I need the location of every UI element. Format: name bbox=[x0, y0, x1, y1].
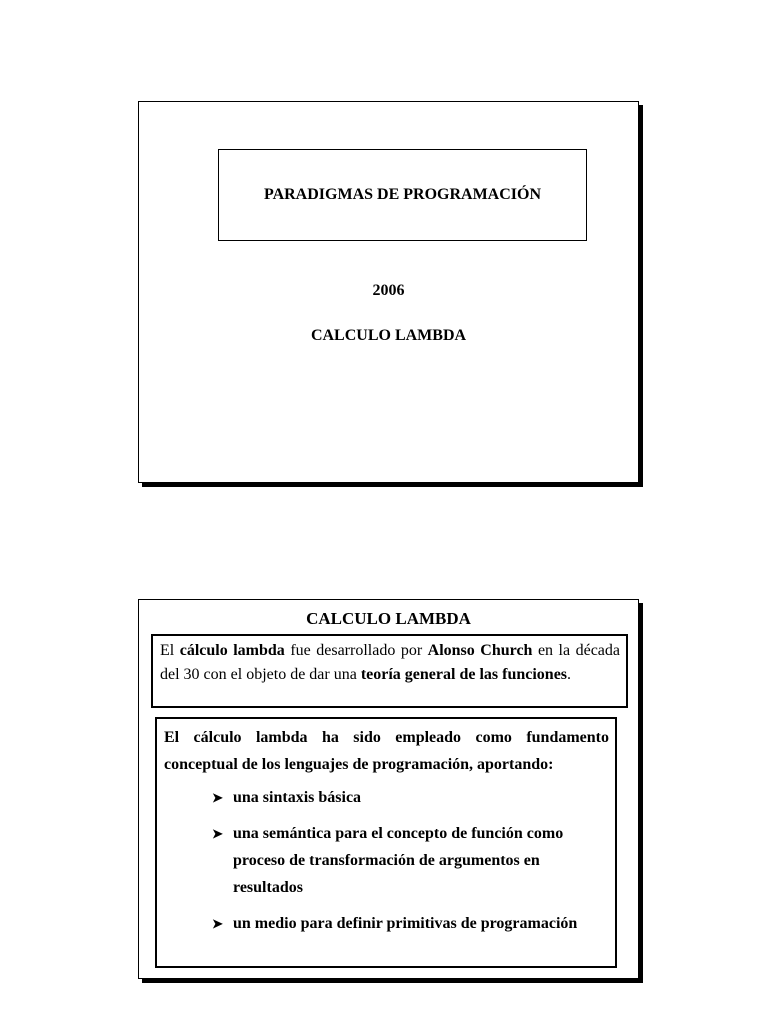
arrow-bullet-icon: ➤ bbox=[212, 916, 223, 931]
contributions-box bbox=[155, 717, 617, 968]
content-slide bbox=[138, 599, 639, 979]
slide-heading: CALCULO LAMBDA bbox=[306, 609, 471, 628]
topic-subtitle: CALCULO LAMBDA bbox=[310, 327, 467, 344]
list-item bbox=[212, 820, 609, 901]
arrow-bullet-icon: ➤ bbox=[212, 826, 223, 841]
list-item bbox=[212, 910, 609, 937]
contributions-list bbox=[164, 784, 609, 937]
definition-box bbox=[151, 634, 628, 708]
definition-term-lambda: cálculo lambda bbox=[179, 642, 285, 659]
definition-text-3: en la década del 30 con el objeto de dar una bbox=[160, 642, 621, 683]
title-slide bbox=[138, 101, 639, 483]
course-title: PARADIGMAS DE PROGRAMACIÓN bbox=[263, 186, 542, 203]
definition-theory: teoría general de las funciones bbox=[360, 666, 568, 683]
list-item bbox=[212, 784, 609, 811]
definition-text-1: El bbox=[160, 642, 180, 659]
arrow-bullet-icon: ➤ bbox=[212, 790, 223, 805]
definition-author: Alonso Church bbox=[427, 642, 533, 659]
contributions-intro: El cálculo lambda ha sido empleado como fundamento conceptual de los lenguajes de programación, aportando: bbox=[164, 729, 609, 773]
course-title-box bbox=[218, 149, 587, 241]
list-item-text: una semántica para el concepto de función como proceso de transformación de argumentos en resultados bbox=[233, 825, 564, 896]
definition-text-4: . bbox=[567, 666, 572, 683]
definition-text-2: fue desarrollado por bbox=[284, 642, 428, 659]
list-item-text: un medio para definir primitivas de programación bbox=[233, 915, 578, 932]
list-item-text: una sintaxis básica bbox=[233, 789, 362, 806]
year-label: 2006 bbox=[372, 282, 405, 299]
